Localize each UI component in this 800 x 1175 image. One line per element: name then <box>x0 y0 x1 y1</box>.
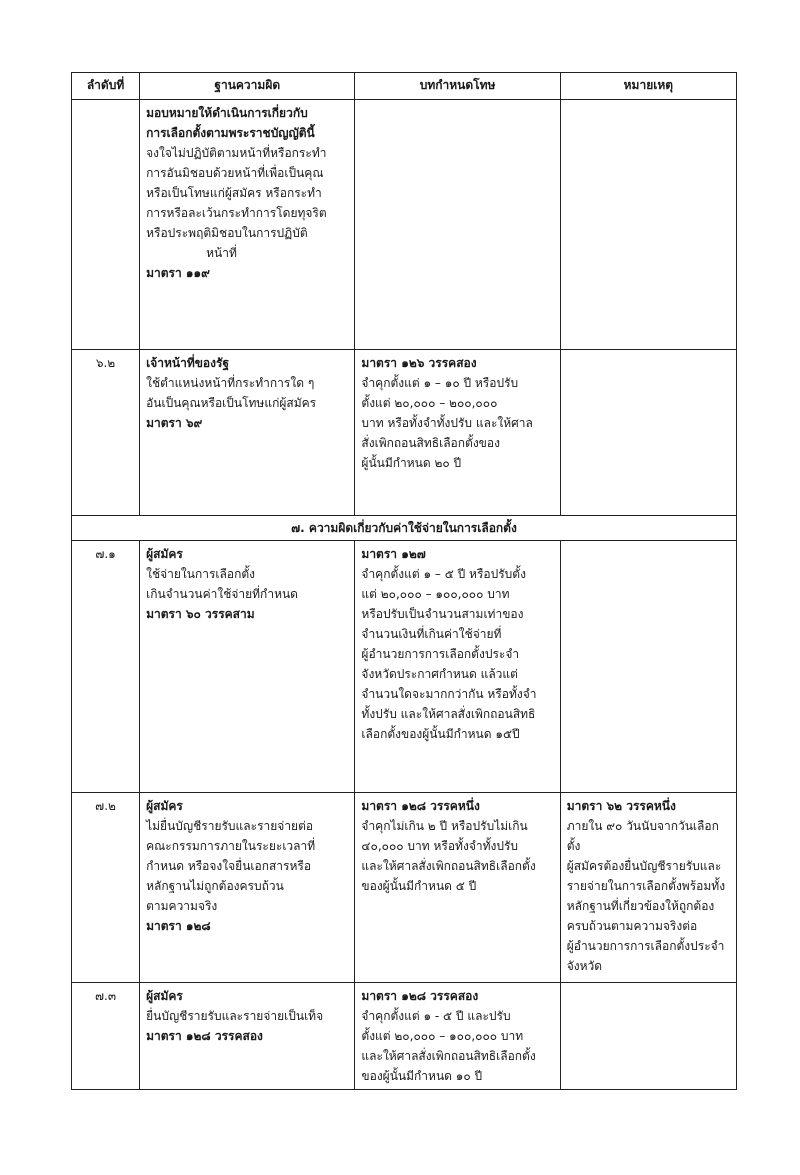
offense-line: หน้าที่ <box>206 246 237 260</box>
offense-section: มาตรา ๑๒๘ วรรคสอง <box>146 1029 263 1043</box>
penalty-line: ทั้งปรับ และให้ศาลสั่งเพิกถอนสิทธิ <box>361 707 536 721</box>
penalty-cell <box>355 100 560 350</box>
penalty-section: มาตรา ๑๒๖ วรรคสอง <box>361 356 477 370</box>
penalty-cell <box>355 541 560 793</box>
penalty-line: จำนวนเงินที่เกินค่าใช้จ่ายที่ <box>361 627 502 641</box>
penalty-line: บาท หรือทั้งจำทั้งปรับ และให้ศาล <box>361 416 533 430</box>
remark-cell <box>560 541 736 793</box>
offense-line: หรือประพฤติมิชอบในการปฏิบัติ <box>146 226 308 240</box>
section-row <box>72 516 737 541</box>
offense-line: ตามความจริง <box>146 899 218 913</box>
offender: ผู้สมัคร <box>146 799 183 813</box>
remark-line: รายจ่ายในการเลือกตั้งพร้อมทั้ง <box>566 879 726 893</box>
penalty-cell <box>355 793 560 983</box>
penalty-line: ผู้นั้นมีกำหนด ๒๐ ปี <box>361 456 462 470</box>
penalty-line: ๔๐,๐๐๐ บาท หรือทั้งจำทั้งปรับ <box>361 839 519 853</box>
offender: เจ้าหน้าที่ของรัฐ <box>146 356 230 370</box>
remark-line: ครบถ้วนตามความจริงต่อ <box>566 919 698 933</box>
row-number: ๗.๓ <box>72 983 140 1090</box>
penalty-line: ตั้งแต่ ๒๐,๐๐๐ – ๑๐๐,๐๐๐ บาท <box>361 1029 524 1043</box>
penalty-line: และให้ศาลสั่งเพิกถอนสิทธิเลือกตั้ง <box>361 859 536 873</box>
table-row <box>72 100 737 350</box>
offense-line: จงใจไม่ปฏิบัติตามหน้าที่หรือกระทำ <box>146 146 327 160</box>
header-remark: หมายเหตุ <box>560 73 736 100</box>
penalty-line: สั่งเพิกถอนสิทธิเลือกตั้งของ <box>361 436 500 450</box>
offense-section: มาตรา ๑๑๙ <box>146 266 210 280</box>
header-number: ลำดับที่ <box>72 73 140 100</box>
offense-line: ใช้จ่ายในการเลือกตั้ง <box>146 567 255 581</box>
penalty-line: แต่ ๒๐,๐๐๐ – ๑๐๐,๐๐๐ บาท <box>361 587 510 601</box>
penalty-line: และให้ศาลสั่งเพิกถอนสิทธิเลือกตั้ง <box>361 1049 536 1063</box>
penalty-line: ของผู้นั้นมีกำหนด ๕ ปี <box>361 879 477 893</box>
remark-section: มาตรา ๖๒ วรรคหนึ่ง <box>566 799 676 813</box>
offense-line: กำหนด หรือจงใจยื่นเอกสารหรือ <box>146 859 312 873</box>
penalty-line: จำคุกตั้งแต่ ๑ - ๕ ปี และปรับ <box>361 1009 511 1023</box>
header-penalty: บทกำหนดโทษ <box>355 73 560 100</box>
penalty-line: จังหวัดประกาศกำหนด แล้วแต่ <box>361 667 518 681</box>
offense-cell <box>140 350 355 516</box>
offense-penalty-table <box>71 72 737 1090</box>
offense-line: การหรือละเว้นกระทำการโดยทุจริต <box>146 206 327 220</box>
remark-line: จังหวัด <box>566 959 603 973</box>
offense-section: มาตรา ๖๐ วรรคสาม <box>146 607 255 621</box>
offense-line: ไม่ยื่นบัญชีรายรับและรายจ่ายต่อ <box>146 819 314 833</box>
offense-bold-line: การเลือกตั้งตามพระราชบัญญัตินี้ <box>146 126 315 140</box>
table-row <box>72 350 737 516</box>
offense-line: เกินจำนวนค่าใช้จ่ายที่กำหนด <box>146 587 298 601</box>
penalty-line: จำคุกตั้งแต่ ๑ – ๑๐ ปี หรือปรับ <box>361 376 519 390</box>
penalty-line: ของผู้นั้นมีกำหนด ๑๐ ปี <box>361 1069 483 1083</box>
row-number: ๗.๑ <box>72 541 140 793</box>
penalty-section: มาตรา ๑๒๘ วรรคหนึ่ง <box>361 799 480 813</box>
offense-line: คณะกรรมการภายในระยะเวลาที่ <box>146 839 316 853</box>
offender: ผู้สมัคร <box>146 547 183 561</box>
row-number: ๗.๒ <box>72 793 140 983</box>
row-number <box>72 100 140 350</box>
remark-cell <box>560 983 736 1090</box>
penalty-line: หรือปรับเป็นจำนวนสามเท่าของ <box>361 607 524 621</box>
penalty-section: มาตรา ๑๒๘ วรรคสอง <box>361 989 479 1003</box>
remark-line: ภายใน ๙๐ วันนับจากวันเลือกตั้ง <box>566 819 719 853</box>
remark-line: ผู้สมัครต้องยื่นบัญชีรายรับและ <box>566 859 722 873</box>
offense-line: ใช้ตำแหน่งหน้าที่กระทำการใด ๆ <box>146 376 315 390</box>
offense-bold-line: มอบหมายให้ดำเนินการเกี่ยวกับ <box>146 106 308 120</box>
table-row <box>72 793 737 983</box>
penalty-line: ตั้งแต่ ๒๐,๐๐๐ – ๒๐๐,๐๐๐ <box>361 396 498 410</box>
offense-section: มาตรา ๑๒๘ <box>146 919 211 933</box>
header-offense: ฐานความผิด <box>140 73 355 100</box>
penalty-line: จำคุกตั้งแต่ ๑ – ๕ ปี หรือปรับตั้ง <box>361 567 526 581</box>
penalty-line: เลือกตั้งของผู้นั้นมีกำหนด ๑๕ปี <box>361 727 520 741</box>
offense-line: หรือเป็นโทษแก่ผู้สมัคร หรือกระทำ <box>146 186 322 200</box>
remark-cell <box>560 793 736 983</box>
section-title: ๗. ความผิดเกี่ยวกับค่าใช้จ่ายในการเลือกตั้ง <box>72 516 737 541</box>
offender: ผู้สมัคร <box>146 989 183 1003</box>
penalty-line: ผู้อำนวยการการเลือกตั้งประจำ <box>361 647 520 661</box>
offense-cell <box>140 983 355 1090</box>
remark-line: หลักฐานที่เกี่ยวข้องให้ถูกต้อง <box>566 899 715 913</box>
offense-line: หลักฐานไม่ถูกต้องครบถ้วน <box>146 879 284 893</box>
offense-cell <box>140 793 355 983</box>
penalty-cell <box>355 350 560 516</box>
row-number: ๖.๒ <box>72 350 140 516</box>
offense-cell <box>140 541 355 793</box>
table-header-row <box>72 73 737 100</box>
remark-cell <box>560 100 736 350</box>
offense-line: อันเป็นคุณหรือเป็นโทษแก่ผู้สมัคร <box>146 396 317 410</box>
remark-cell <box>560 350 736 516</box>
offense-line: ยื่นบัญชีรายรับและรายจ่ายเป็นเท็จ <box>146 1009 324 1023</box>
offense-section: มาตรา ๖๙ <box>146 416 203 430</box>
remark-line: ผู้อำนวยการการเลือกตั้งประจำ <box>566 939 725 953</box>
table-row <box>72 541 737 793</box>
table-row <box>72 983 737 1090</box>
penalty-line: จำคุกไม่เกิน ๒ ปี หรือปรับไม่เกิน <box>361 819 528 833</box>
offense-cell <box>140 100 355 350</box>
penalty-line: จำนวนใดจะมากกว่ากัน หรือทั้งจำ <box>361 687 537 701</box>
offense-line: การอันมิชอบด้วยหน้าที่เพื่อเป็นคุณ <box>146 166 324 180</box>
penalty-section: มาตรา ๑๒๗ <box>361 547 426 561</box>
penalty-cell <box>355 983 560 1090</box>
